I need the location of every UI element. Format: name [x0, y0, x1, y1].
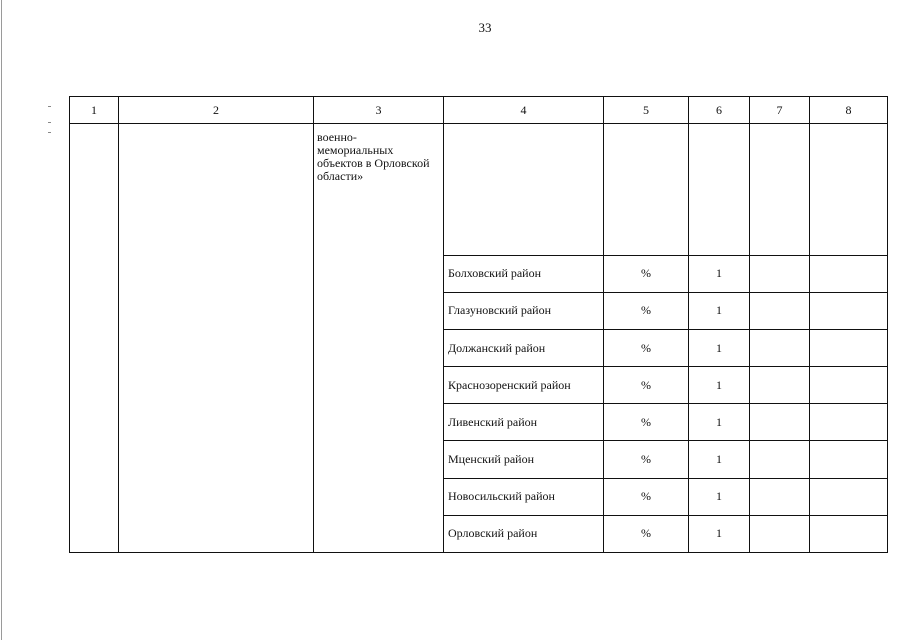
unit-cell: %	[604, 404, 689, 441]
indicator-name-text	[314, 124, 443, 183]
empty-cell	[750, 404, 810, 441]
district-name-cell: Глазуновский район	[444, 292, 604, 329]
value-cell: 1	[689, 478, 750, 515]
indicator-text-line: мемориальных	[317, 143, 394, 158]
value-cell: 1	[689, 515, 750, 552]
district-name-cell: Орловский район	[444, 515, 604, 552]
empty-cell	[810, 404, 888, 441]
unit-cell: %	[604, 329, 689, 366]
district-name-cell: Ливенский район	[444, 404, 604, 441]
header-cell-8: 8	[810, 97, 888, 124]
margin-mark	[48, 122, 51, 123]
indicator-text-line: области»	[317, 169, 364, 184]
value-cell: 1	[689, 404, 750, 441]
indicator-name-cell	[314, 124, 444, 553]
unit-cell: %	[604, 478, 689, 515]
empty-cell	[444, 124, 604, 256]
empty-cell	[810, 441, 888, 478]
header-cell-4: 4	[444, 97, 604, 124]
district-name-cell: Должанский район	[444, 329, 604, 366]
district-name-cell: Болховский район	[444, 255, 604, 292]
empty-cell	[810, 515, 888, 552]
unit-cell: %	[604, 515, 689, 552]
value-cell: 1	[689, 441, 750, 478]
header-cell-1: 1	[70, 97, 119, 124]
empty-cell	[689, 124, 750, 256]
page-left-edge	[1, 0, 2, 640]
indicator-text-line: военно-	[317, 130, 357, 145]
header-cell-7: 7	[750, 97, 810, 124]
empty-cell	[810, 292, 888, 329]
column-2-merged-cell	[119, 124, 314, 553]
page-number: 33	[478, 20, 492, 35]
unit-cell: %	[604, 255, 689, 292]
header-cell-3: 3	[314, 97, 444, 124]
empty-cell	[810, 124, 888, 256]
district-name-cell: Краснозоренский район	[444, 367, 604, 404]
district-name-cell: Новосильский район	[444, 478, 604, 515]
data-table	[69, 96, 888, 553]
empty-cell	[810, 255, 888, 292]
empty-cell	[810, 367, 888, 404]
indicator-text-line: объектов в Орловской	[317, 156, 430, 171]
empty-cell	[604, 124, 689, 256]
column-1-merged-cell	[70, 124, 119, 553]
empty-cell	[750, 441, 810, 478]
value-cell: 1	[689, 329, 750, 366]
empty-cell	[810, 478, 888, 515]
empty-cell	[750, 329, 810, 366]
empty-cell	[750, 255, 810, 292]
margin-mark	[48, 106, 51, 107]
header-cell-5: 5	[604, 97, 689, 124]
unit-cell: %	[604, 441, 689, 478]
value-cell: 1	[689, 292, 750, 329]
value-cell: 1	[689, 367, 750, 404]
unit-cell: %	[604, 292, 689, 329]
table-row-continuation	[70, 124, 888, 256]
table-header-row	[70, 97, 888, 124]
district-name-cell: Мценский район	[444, 441, 604, 478]
empty-cell	[750, 124, 810, 256]
value-cell: 1	[689, 255, 750, 292]
header-cell-2: 2	[119, 97, 314, 124]
empty-cell	[750, 367, 810, 404]
empty-cell	[810, 329, 888, 366]
empty-cell	[750, 478, 810, 515]
unit-cell: %	[604, 367, 689, 404]
header-cell-6: 6	[689, 97, 750, 124]
empty-cell	[750, 292, 810, 329]
margin-mark	[48, 132, 51, 133]
empty-cell	[750, 515, 810, 552]
